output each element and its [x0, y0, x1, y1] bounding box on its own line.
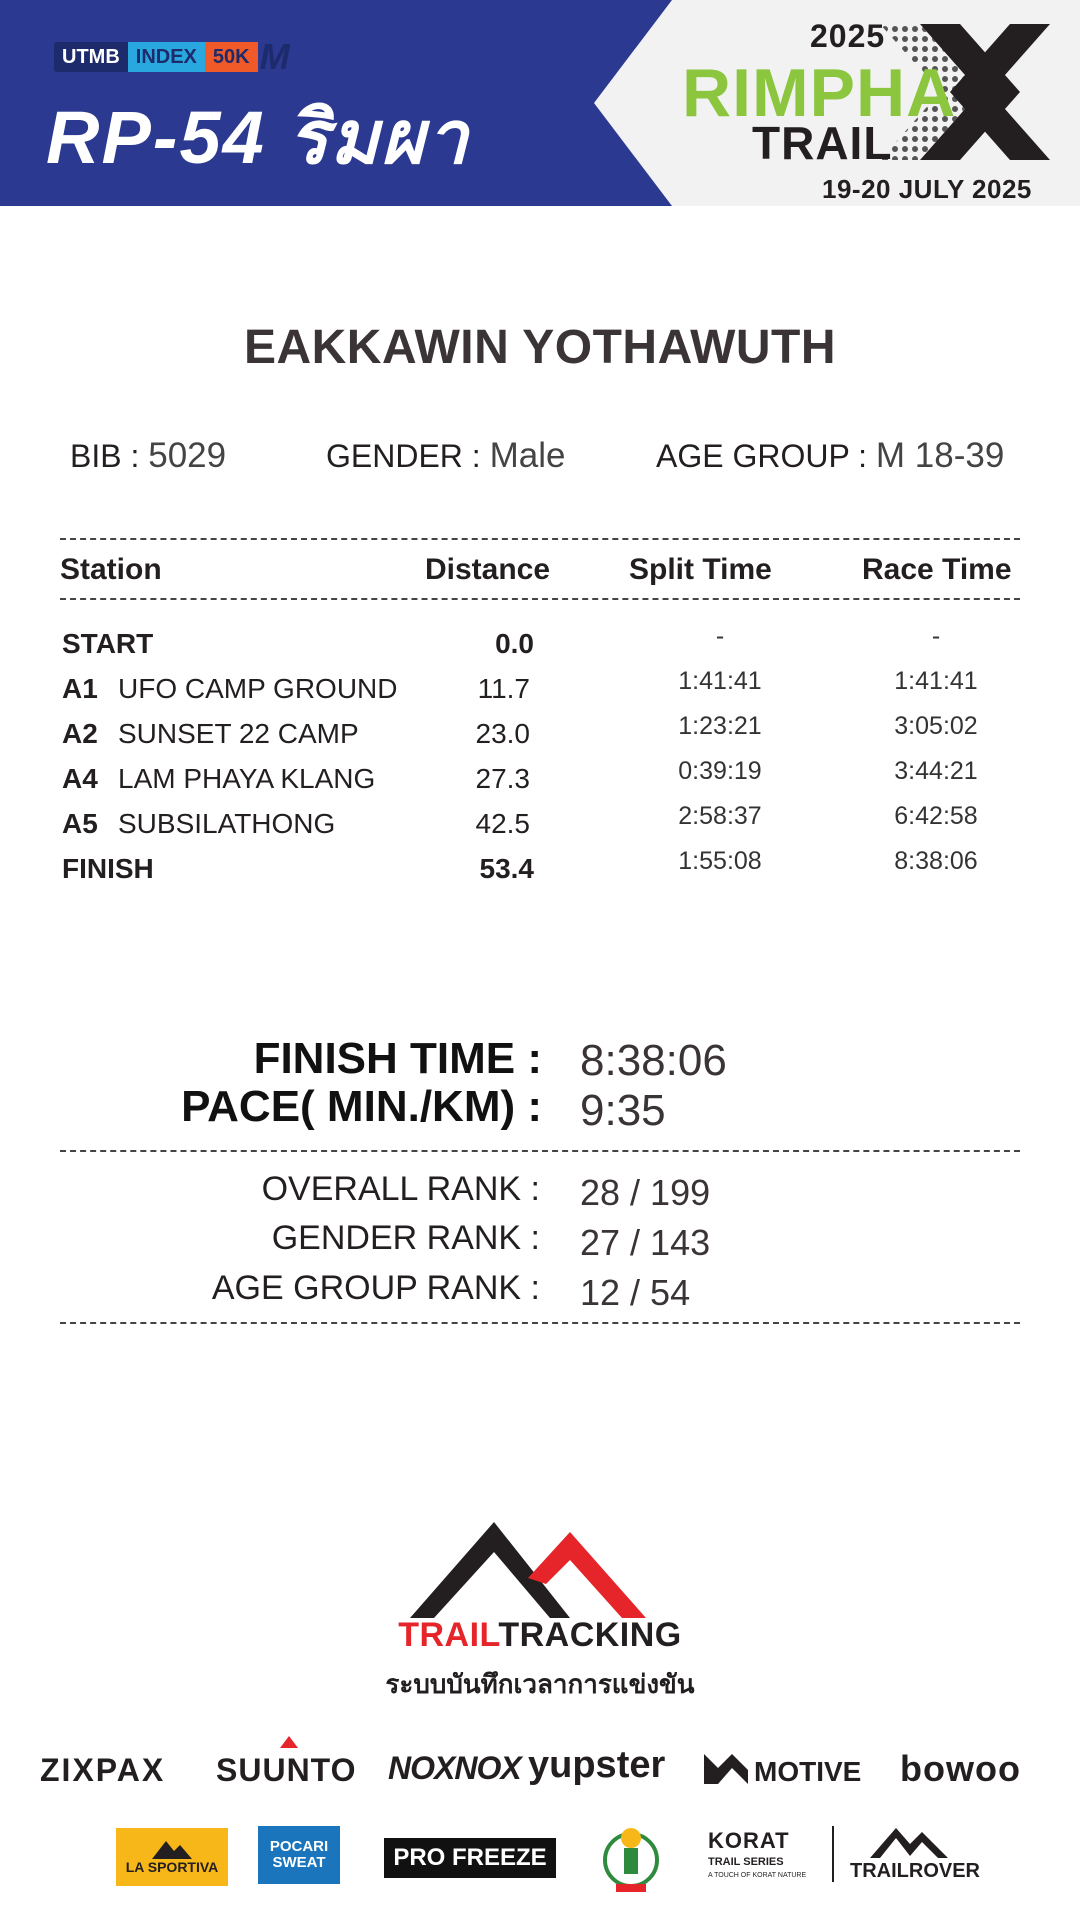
race-time: 3:44:21 — [894, 757, 978, 785]
sponsor-bowoo-logo: bowoo — [900, 1748, 1021, 1789]
divider — [60, 538, 1020, 540]
table-row — [0, 712, 1080, 758]
trailtracking-tagline: ระบบบันทึกเวลาการแข่งขัน — [385, 1669, 695, 1699]
table-row — [0, 847, 1080, 893]
header-banner — [0, 0, 1080, 206]
age-group-value: M 18-39 — [875, 436, 1005, 475]
gender-info — [326, 436, 565, 476]
sponsor-separator — [832, 1826, 834, 1882]
la-sportiva-mountain-icon — [152, 1839, 192, 1859]
station-distance: 53.4 — [479, 853, 534, 884]
station-distance: 27.3 — [475, 763, 530, 794]
bib-value: 5029 — [148, 436, 227, 475]
table-row — [0, 622, 1080, 668]
sponsor-pocari-sweat-logo: POCARI SWEAT — [258, 1826, 340, 1884]
header-split-time: Split Time — [629, 553, 772, 586]
station-code: A4 — [62, 763, 98, 794]
utmb-index-logo — [54, 36, 290, 77]
overall-rank-label: OVERALL RANK : — [261, 1170, 540, 1208]
index-badge: INDEX — [128, 42, 205, 72]
race-time: - — [931, 622, 941, 650]
race-time: 3:05:02 — [894, 712, 978, 740]
station-code: A5 — [62, 808, 98, 839]
trailrover-mountain-icon — [870, 1822, 948, 1858]
split-time: 1:23:21 — [678, 712, 762, 740]
station-name: SUBSILATHONG — [118, 808, 336, 839]
sponsor-yupster-logo: yupster — [528, 1744, 666, 1786]
station-code: A1 — [62, 673, 98, 704]
finish-time-value: 8:38:06 — [580, 1036, 727, 1085]
station-name: UFO CAMP GROUND — [118, 673, 398, 704]
suunto-triangle-icon — [280, 1736, 298, 1748]
sponsor-pro-freeze-logo: PRO FREEZE — [384, 1838, 556, 1878]
sponsor-noxnox-logo: NOXNOX — [388, 1750, 521, 1786]
runner-name: EAKKAWIN YOTHAWUTH — [243, 321, 837, 374]
station-name: START — [62, 628, 154, 659]
gender-label: GENDER : — [326, 438, 481, 474]
event-year: 2025 — [810, 18, 886, 54]
gender-rank-label: GENDER RANK : — [271, 1219, 540, 1257]
sponsor-la-sportiva-logo — [116, 1828, 228, 1886]
distance-badge: 50K — [205, 42, 258, 72]
header-race-time: Race Time — [862, 553, 1012, 586]
station-distance: 23.0 — [475, 718, 530, 749]
gender-rank-value: 27 / 143 — [580, 1222, 711, 1263]
race-title: RP-54 ริมผา — [46, 96, 470, 179]
split-time: 0:39:19 — [678, 757, 762, 785]
station-distance: 0.0 — [495, 628, 534, 659]
government-emblem-icon — [602, 1816, 660, 1892]
event-trail: TRAIL — [752, 117, 893, 169]
sponsor-korat-tagline: A TOUCH OF KORAT NATURE — [708, 1871, 807, 1879]
header-distance: Distance — [425, 553, 551, 586]
age-group-label: AGE GROUP : — [656, 438, 868, 474]
table-row — [0, 757, 1080, 803]
sponsor-korat-series: TRAIL SERIES — [708, 1856, 784, 1868]
brand-tracking: TRACKING — [498, 1616, 682, 1654]
motive-mark-icon — [704, 1754, 748, 1784]
split-time: 2:58:37 — [678, 802, 762, 830]
age-group-info — [656, 436, 1004, 476]
station-name: LAM PHAYA KLANG — [118, 763, 376, 794]
split-time: 1:55:08 — [678, 847, 762, 875]
overall-rank-value: 28 / 199 — [580, 1172, 711, 1213]
finish-time-label: FINISH TIME : — [253, 1034, 542, 1083]
station-distance: 11.7 — [477, 673, 530, 704]
bib-info — [70, 436, 226, 476]
station-name: SUNSET 22 CAMP — [118, 718, 359, 749]
age-group-rank-label: AGE GROUP RANK : — [211, 1269, 540, 1307]
trailtracking-mountain-icon — [410, 1518, 650, 1618]
pace-value: 9:35 — [580, 1086, 666, 1135]
header-station: Station — [60, 553, 162, 586]
sponsor-motive-logo: MOTIVE — [754, 1756, 862, 1787]
age-group-rank-value: 12 / 54 — [580, 1272, 691, 1313]
table-row — [0, 802, 1080, 848]
la-sportiva-text: LA SPORTIVA — [125, 1859, 219, 1875]
split-time: - — [715, 622, 725, 650]
station-distance: 42.5 — [475, 808, 530, 839]
split-time: 1:41:41 — [678, 667, 762, 695]
station-name: FINISH — [62, 853, 154, 884]
event-date: 19-20 JULY 2025 — [822, 174, 1032, 204]
table-row — [0, 667, 1080, 713]
divider — [60, 598, 1020, 600]
divider — [60, 1322, 1020, 1324]
event-name: RIMPHA — [682, 55, 957, 131]
sponsor-korat-logo: KORAT — [708, 1828, 790, 1853]
trailtracking-brand — [0, 1616, 1080, 1655]
sponsor-zixpax-logo: ZIXPAX — [40, 1752, 166, 1788]
sponsor-suunto-logo: SUUNTO — [216, 1752, 357, 1788]
m-badge: M — [259, 36, 290, 77]
station-code: A2 — [62, 718, 98, 749]
brand-trail: TRAIL — [398, 1616, 499, 1654]
race-time: 1:41:41 — [894, 667, 978, 695]
pace-label: PACE( MIN./KM) : — [181, 1082, 542, 1131]
gender-value: Male — [489, 436, 566, 475]
race-time: 6:42:58 — [894, 802, 978, 830]
race-time: 8:38:06 — [894, 847, 978, 875]
utmb-badge: UTMB — [54, 42, 128, 72]
bib-label: BIB : — [70, 438, 140, 474]
sponsor-trailrover-logo: TRAILROVER — [850, 1860, 980, 1882]
divider — [60, 1150, 1020, 1152]
